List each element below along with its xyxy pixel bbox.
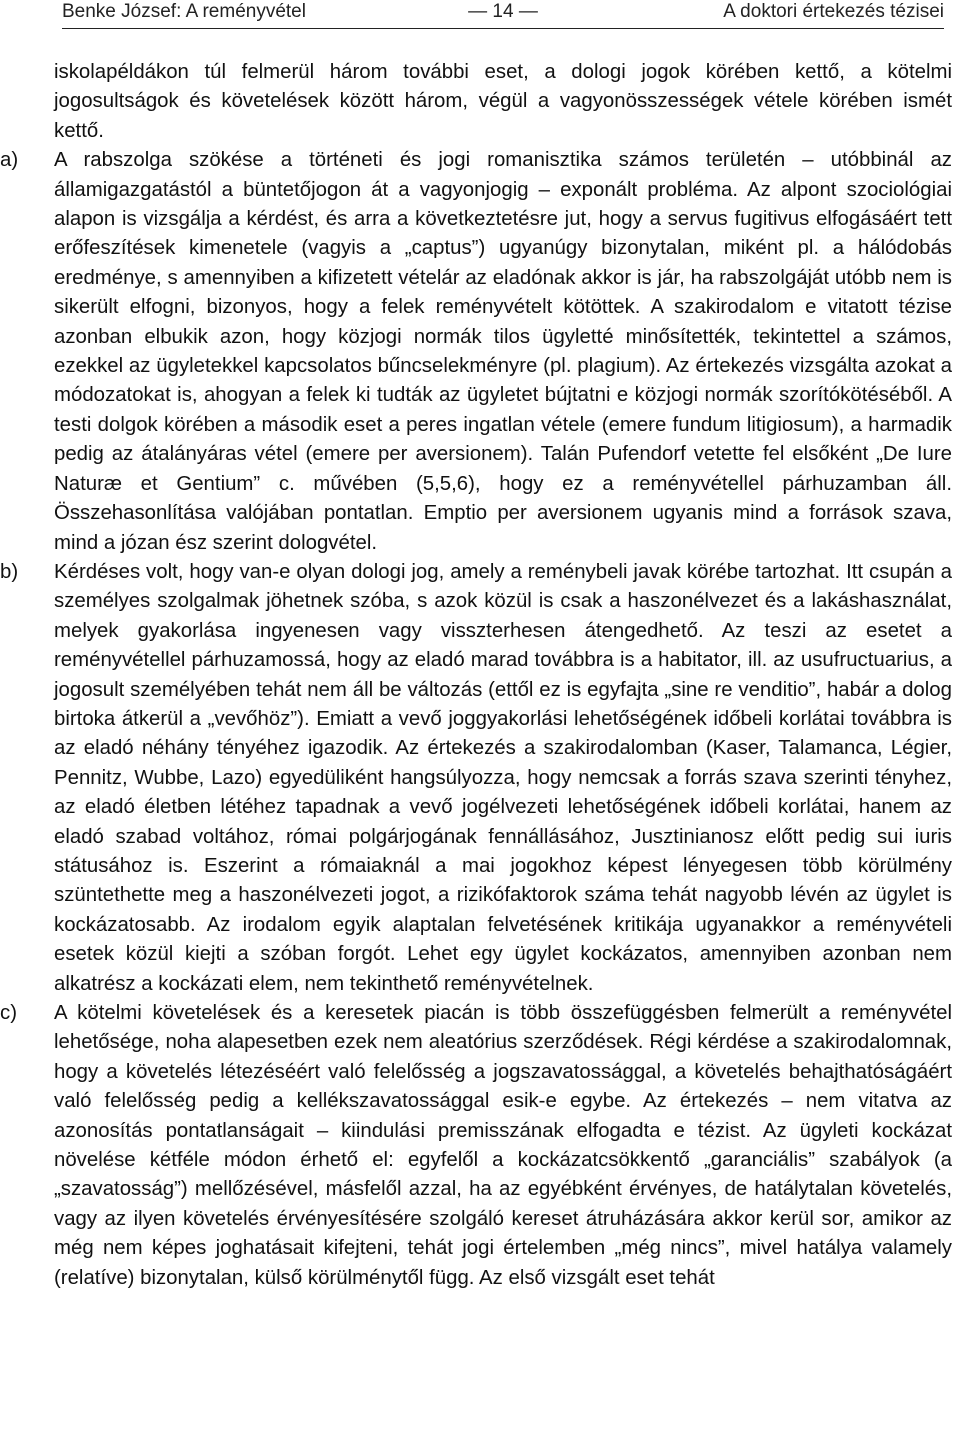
list-item-text: Kérdéses volt, hogy van-e olyan dologi jog, amely a reménybeli javak körébe tartozhat. Itt csupán a személyes szolgalmak jöhetnek szóba, s azok közül is csak a haszonélvezet és a lakáshasználat, melyek gyakorlása ingyenesen vagy visszterhesen átengedhető. Az teszi az esetet a reményvétellel párhuzamossá, hogy az eladó marad továbbra is a habitator, ill. az usufructuarius, a jogosult személyében tehát nem áll be változás (ettől ez is egyfajta „sine re venditio”, habár a dolog birtoka átkerül a „vevőhöz”). Emiatt a vevő joggyakorlási lehetőségének időbeli korlátai továbbra is az eladó néhány tényéhez igazodik. Az értekezés a szakirodalomban (Kaser, Talamanca, Légier, Pennitz, Wubbe, Lazo) egyedüliként hangsúlyozza, hogy nemcsak a forrás szava szerinti tényhez, az eladó életben létéhez tapadnak a vevő jogélvezeti lehetőségének időbeli korlátai, hanem az eladó szabad voltához, római polgárjogának fennállásához, Jusztinianosz előtt pedig sui iuris státusához is. Eszerint a rómaiaknál a mai jogokhoz képest lényegesen több körülmény szüntethette meg a haszonélvezeti jogot, a rizikófaktorok száma tehát nagyobb lévén az ügylet is kockázatosabb. Az irodalom egyik alaptalan felvetésének kritikája ugyanakkor a reményvételi esetek közül kiejti a szóban forgót. Lehet egy ügylet kockázatos, amennyiben azonban nem alkatrész a kockázati elem, nem tekinthető reményvételnek. <box>54 560 952 995</box>
list-marker: a) <box>0 149 19 172</box>
intro-paragraph: iskolapéldákon túl felmerül három további eset, a dologi jogok körében kettő, a kötelmi jogosultságok és követelések között három, végül a vagyonösszességek vétele körében ismét kettő. <box>54 61 952 142</box>
list-item-a <box>0 146 952 558</box>
page-body <box>0 58 952 1293</box>
list-marker: c) <box>0 1002 17 1024</box>
list-marker: b) <box>0 560 19 583</box>
header-section-title: A doktori értekezés tézisei <box>723 1 944 22</box>
header-author-title: Benke József: A reményvétel <box>62 1 306 22</box>
list-item-c <box>0 999 952 1293</box>
list-item-text: A rabszolga szökése a történeti és jogi romanisztika számos területén – utóbbinál az államigazgatástól a büntetőjogon át a vagyonjogig – exponált probléma. Az alpont szociológiai alapon is vizsgálja a kérdést, és arra a következtetésre jut, hogy a servus fugitivus elfogásáért tett erőfeszítések kimenetele (vagyis a „captus”) ugyanúgy bizonytalan, miként pl. a hálódobás eredménye, s amennyiben a kifizetett vételár az eladónak akkor is jár, ha rabszolgáját utóbb nem is sikerült elfogni, bizonyos, hogy a felek reményvételt kötöttek. A szakirodalom e vitatott tézise azonban elbukik azon, hogy közjogi normák tilos ügyletté minősítették, tekintettel a számos, ezekkel az ügyletekkel kapcsolatos bűncselekményre (pl. plagium). Az értekezés vizsgálta azokat a módozatokat is, ahogyan a felek ki tudták az ügyletet bújtatni e közjogi normák szorítókötéséből. A testi dolgok körében a második eset a peres ingatlan vétele (emere fundum litigiosum), a harmadik pedig az átalányáras vétel (emere per aversionem). Talán Pufendorf vetette fel elsőként „De Iure Naturæ et Gentium” c. művében (5,5,6), hogy ez a reményvétellel párhuzamban áll. Összehasonlítása valójában pontatlan. Emptio per aversionem ugyanis mind a források szava, mind a józan ész szerint dologvétel. <box>54 149 952 554</box>
list-item-text: A kötelmi követelések és a keresetek piacán is több összefüggésben felmerült a reményvétel lehetősége, noha alapesetben ezek nem aleatórius szerződések. Régi kérdése a szakirodalomnak, hogy a követelés létezéséért való felelősség a jogszavatossággal, a követelés behajthatóságáért való felelősség pedig a kellékszavatossággal esik-e egybe. Az értekezés – nem vitatva az azonosítás pontatlanságait – kiindulási premisszának elfogadta e tézist. Az ügyleti kockázat növelése kétféle módon érhető el: egyfelől a kockázatcsökkentő „garanciális” szabályok (a „szavatosság”) mellőzésével, másfelől azzal, ha az egyébként érvényes, de hatálytalan követelés, vagy az ilyen követelés érvényesítésére szolgáló kereset átruházására akkor kerül sor, amikor az még nem képes joghatásait kifejteni, tehát jogi értelemben „még nincs”, mivel hatálya valamely (relatíve) bizonytalan, külső körülménytől függ. Az első vizsgált eset tehát <box>54 1002 952 1289</box>
header-page-number: — 14 — <box>468 1 538 22</box>
running-header <box>62 0 944 29</box>
list-item-b <box>0 558 952 999</box>
